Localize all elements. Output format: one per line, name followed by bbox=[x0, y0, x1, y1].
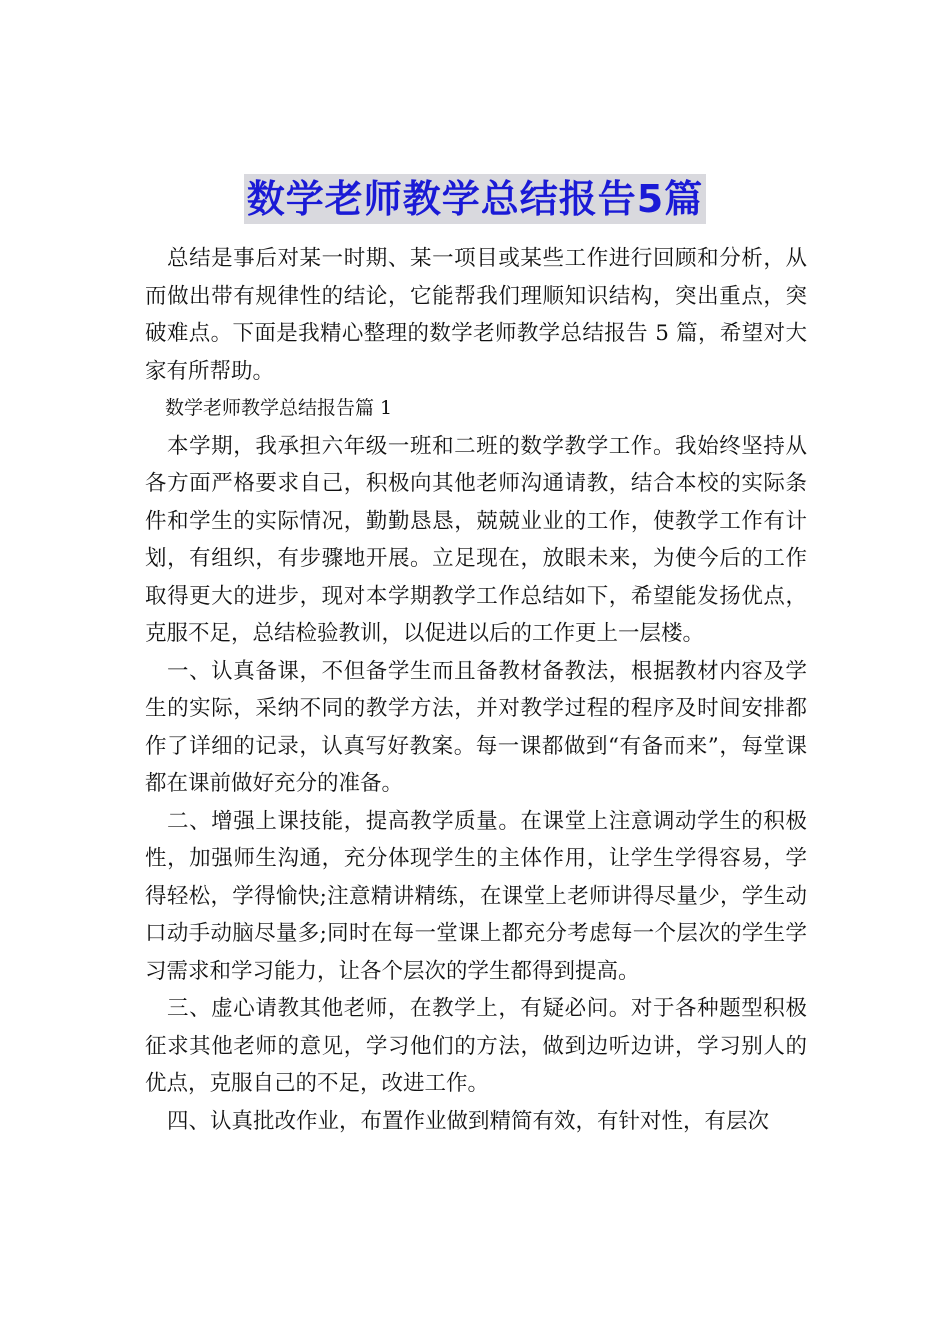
title-container bbox=[0, 174, 950, 224]
body-paragraph: 三、虚心请教其他老师，在教学上，有疑必问。对于各种题型积极征求其他老师的意见，学习他们的方法，做到边听边讲，学习别人的优点，克服自己的不足，改进工作。 bbox=[145, 996, 807, 1096]
document-title: 数学老师教学总结报告5篇 bbox=[244, 174, 706, 224]
body-paragraph: 四、认真批改作业，布置作业做到精简有效，有针对性，有层次 bbox=[167, 1108, 770, 1134]
body-paragraph: 本学期，我承担六年级一班和二班的数学教学工作。我始终坚持从各方面严格要求自己，积极向其他老师沟通请教，结合本校的实际条件和学生的实际情况，勤勤恳恳，兢兢业业的工作，使教学工作有计划，有组织，有步骤地开展。立足现在，放眼未来，为使今后的工作取得更大的进步，现对本学期教学工作总结如下，希望能发扬优点，克服不足，总结检验教训，以促进以后的工作更上一层楼。 bbox=[145, 433, 807, 646]
intro-paragraph: 总结是事后对某一时期、某一项目或某些工作进行回顾和分析，从而做出带有规律性的结论，它能帮我们理顺知识结构，突出重点，突破难点。下面是我精心整理的数学老师教学总结报告 5 篇，希望对大家有所帮助。 bbox=[145, 246, 807, 384]
body-paragraph: 二、增强上课技能，提高教学质量。在课堂上注意调动学生的积极性，加强师生沟通，充分体现学生的主体作用，让学生学得容易，学得轻松，学得愉快;注意精讲精练，在课堂上老师讲得尽量少，学生动口动手动脑尽量多;同时在每一堂课上都充分考虑每一个层次的学生学习需求和学习能力，让各个层次的学生都得到提高。 bbox=[145, 808, 807, 984]
document-body bbox=[145, 240, 807, 1140]
section-heading: 数学老师教学总结报告篇 1 bbox=[165, 397, 393, 419]
body-paragraph: 一、认真备课，不但备学生而且备教材备教法，根据教材内容及学生的实际，采纳不同的教学方法，并对教学过程的程序及时间安排都作了详细的记录，认真写好教案。每一课都做到“有备而来”，每堂课都在课前做好充分的准备。 bbox=[145, 658, 807, 796]
